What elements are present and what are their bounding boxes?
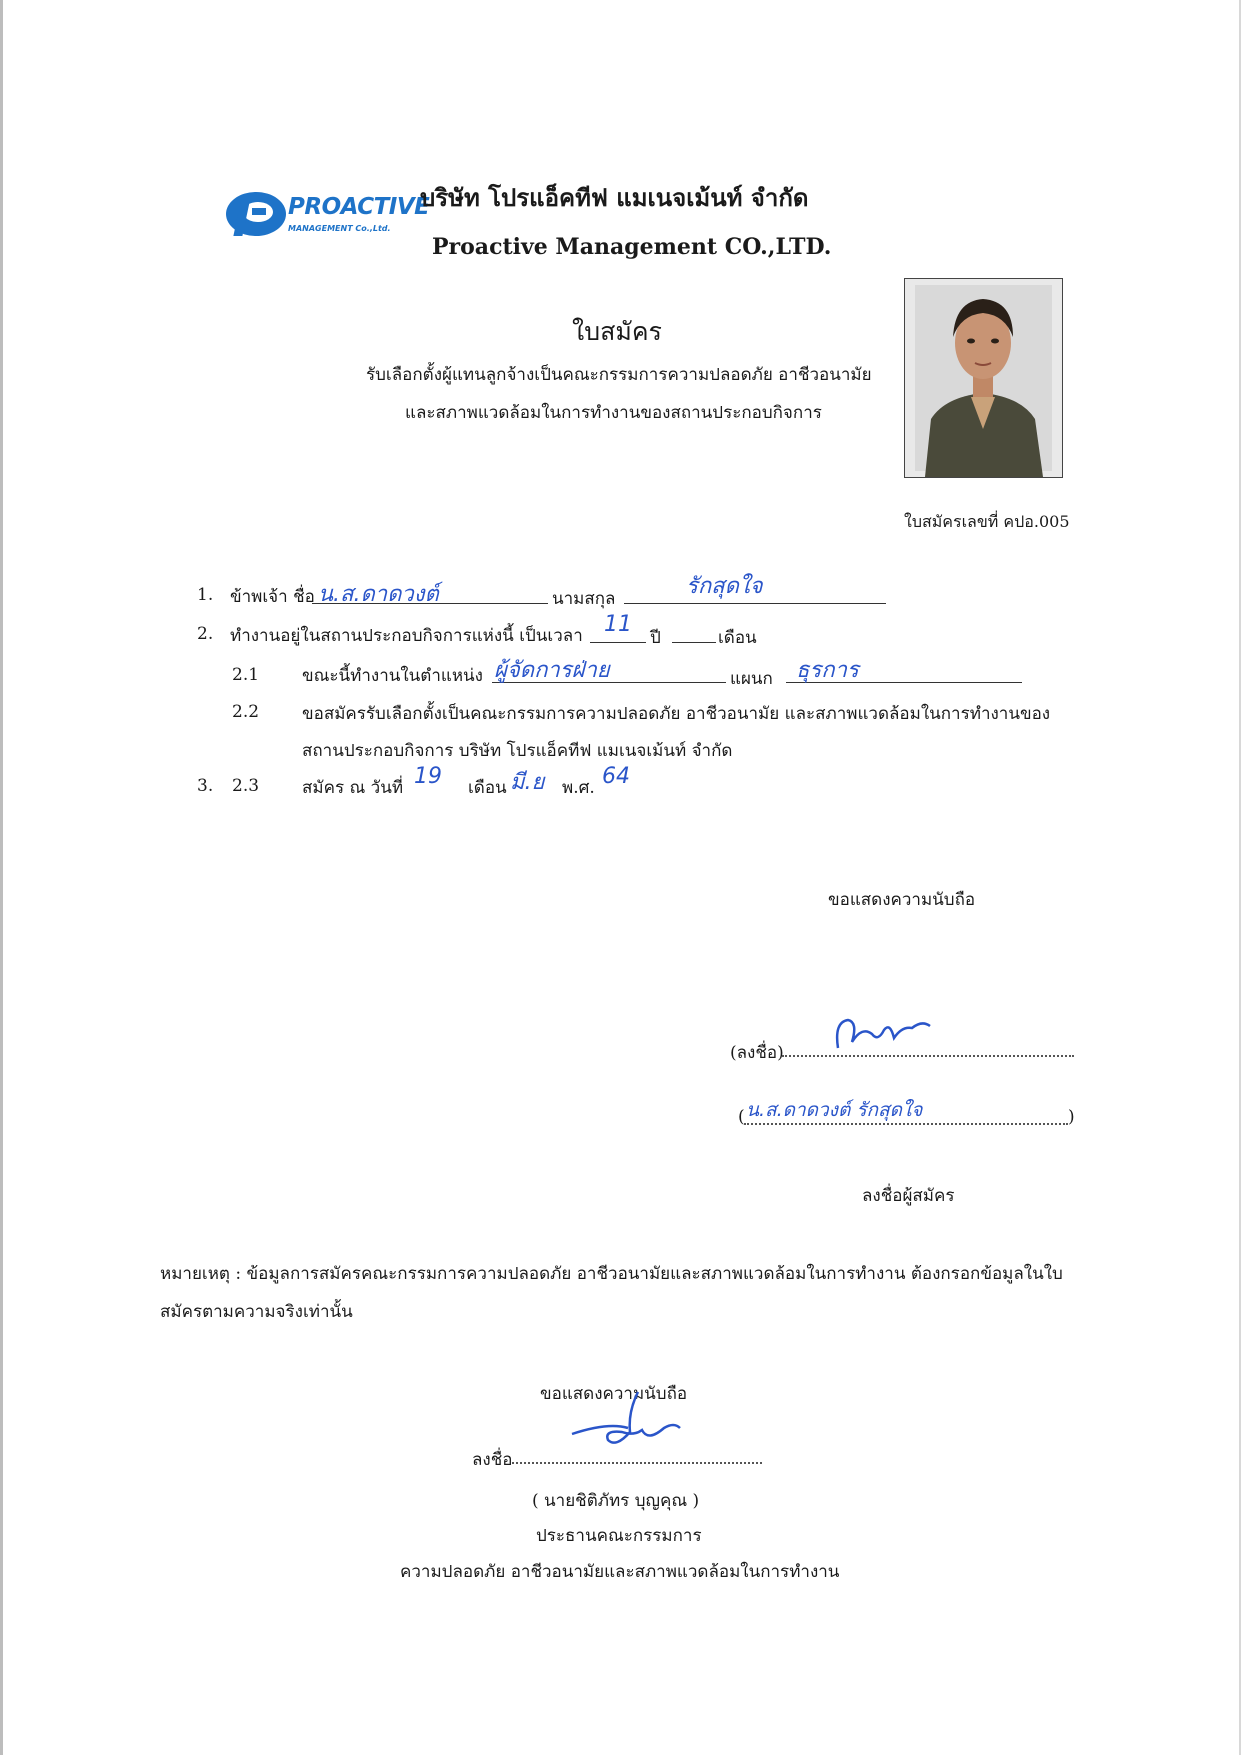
item-2-2-number: 2.2	[232, 702, 260, 722]
applicant-name-written[interactable]: น.ส.ดาดวงต์ รักสุดใจ	[746, 1099, 923, 1121]
chair-title1: ประธานคณะกรรมการ	[536, 1526, 702, 1546]
surname-line	[624, 603, 886, 604]
position-label: ขณะนี้ทำงานในตำแหน่ง	[302, 666, 483, 686]
chair-sign-line	[512, 1462, 762, 1464]
form-number: ใบสมัครเลขที่ คปอ.005	[904, 512, 1070, 531]
item-2-2-line1: ขอสมัครรับเลือกตั้งเป็นคณะกรรมการความปลอดภัย อาชีวอนามัย และสภาพแวดล้อมในการทำงานของ	[302, 704, 1051, 724]
proactive-logo-icon	[224, 186, 294, 242]
apply-month-label: เดือน	[468, 778, 507, 798]
applicant-sign-label: (ลงชื่อ)	[730, 1043, 784, 1063]
years-line	[590, 642, 646, 643]
item-2-label: ทำงานอยู่ในสถานประกอบกิจการแห่งนี้ เป็นเวลา	[230, 626, 583, 646]
item-2-2-line2: สถานประกอบกิจการ บริษัท โปรแอ็คทีฟ แมเนจเม้นท์ จำกัด	[302, 741, 733, 761]
month-unit: เดือน	[718, 628, 757, 648]
applicant-regards: ขอแสดงความนับถือ	[828, 890, 976, 910]
apply-year-label: พ.ศ.	[562, 778, 595, 798]
item-1-number: 1.	[197, 585, 214, 605]
chair-sign-label: ลงชื่อ	[472, 1450, 513, 1470]
applicant-signature-icon	[832, 1012, 942, 1056]
item-2-number: 2.	[197, 624, 214, 644]
item-1-label: ข้าพเจ้า ชื่อ	[230, 587, 315, 607]
year-unit: ปี	[650, 628, 661, 648]
item-2-1-number: 2.1	[232, 665, 260, 685]
company-logo	[224, 186, 430, 242]
years-worked[interactable]: 11	[604, 612, 632, 637]
apply-month[interactable]: มี.ย	[510, 770, 545, 795]
scan-left-edge	[0, 0, 3, 1755]
applicant-photo	[904, 278, 1063, 478]
item-2-3-number: 2.3	[232, 776, 260, 796]
company-name-english: Proactive Management CO.,LTD.	[432, 234, 832, 260]
item-3-number: 3.	[197, 776, 214, 796]
apply-day[interactable]: 19	[414, 764, 442, 789]
surname-label: นามสกุล	[552, 589, 616, 609]
applicant-surname[interactable]: รักสุดใจ	[686, 574, 763, 599]
applicant-name-close-paren: )	[1068, 1107, 1075, 1127]
chair-title2: ความปลอดภัย อาชีวอนามัยและสภาพแวดล้อมในการทำงาน	[400, 1562, 840, 1582]
company-name-thai: บริษัท โปรแอ็คทีฟ แมเนจเม้นท์ จำกัด	[420, 183, 809, 212]
chair-signature-icon	[568, 1382, 688, 1454]
position-value[interactable]: ผู้จัดการฝ่าย	[494, 658, 610, 683]
months-line	[672, 642, 716, 643]
note-line2: สมัครตามความจริงเท่านั้น	[160, 1302, 353, 1322]
apply-date-label: สมัคร ณ วันที่	[302, 778, 404, 798]
applicant-name-open-paren: (	[738, 1107, 745, 1127]
chair-name: ( นายชิติภัทร บุญคุณ )	[532, 1491, 700, 1511]
logo-wordmark: PROACTIVE	[288, 194, 430, 220]
applicant-role: ลงชื่อผู้สมัคร	[862, 1186, 955, 1206]
note-line1: หมายเหตุ : ข้อมูลการสมัครคณะกรรมการความปลอดภัย อาชีวอนามัยและสภาพแวดล้อมในการทำงาน ต้องกรอกข้อมูลในใบ	[160, 1264, 1063, 1284]
chair-regards: ขอแสดงความนับถือ	[540, 1384, 688, 1404]
department-label: แผนก	[730, 669, 773, 689]
portrait-image	[905, 279, 1062, 477]
form-subtitle-line1: รับเลือกตั้งผู้แทนลูกจ้างเป็นคณะกรรมการความปลอดภัย อาชีวอนามัย	[366, 365, 872, 385]
form-title: ใบสมัคร	[572, 317, 662, 346]
form-subtitle-line2: และสภาพแวดล้อมในการทำงานของสถานประกอบกิจการ	[405, 403, 822, 423]
apply-year[interactable]: 64	[602, 764, 630, 789]
department-value[interactable]: ธุรการ	[796, 658, 859, 683]
logo-subtext: MANAGEMENT Co.,Ltd.	[288, 224, 391, 233]
applicant-first-name[interactable]: น.ส.ดาดวงต์	[318, 582, 439, 607]
